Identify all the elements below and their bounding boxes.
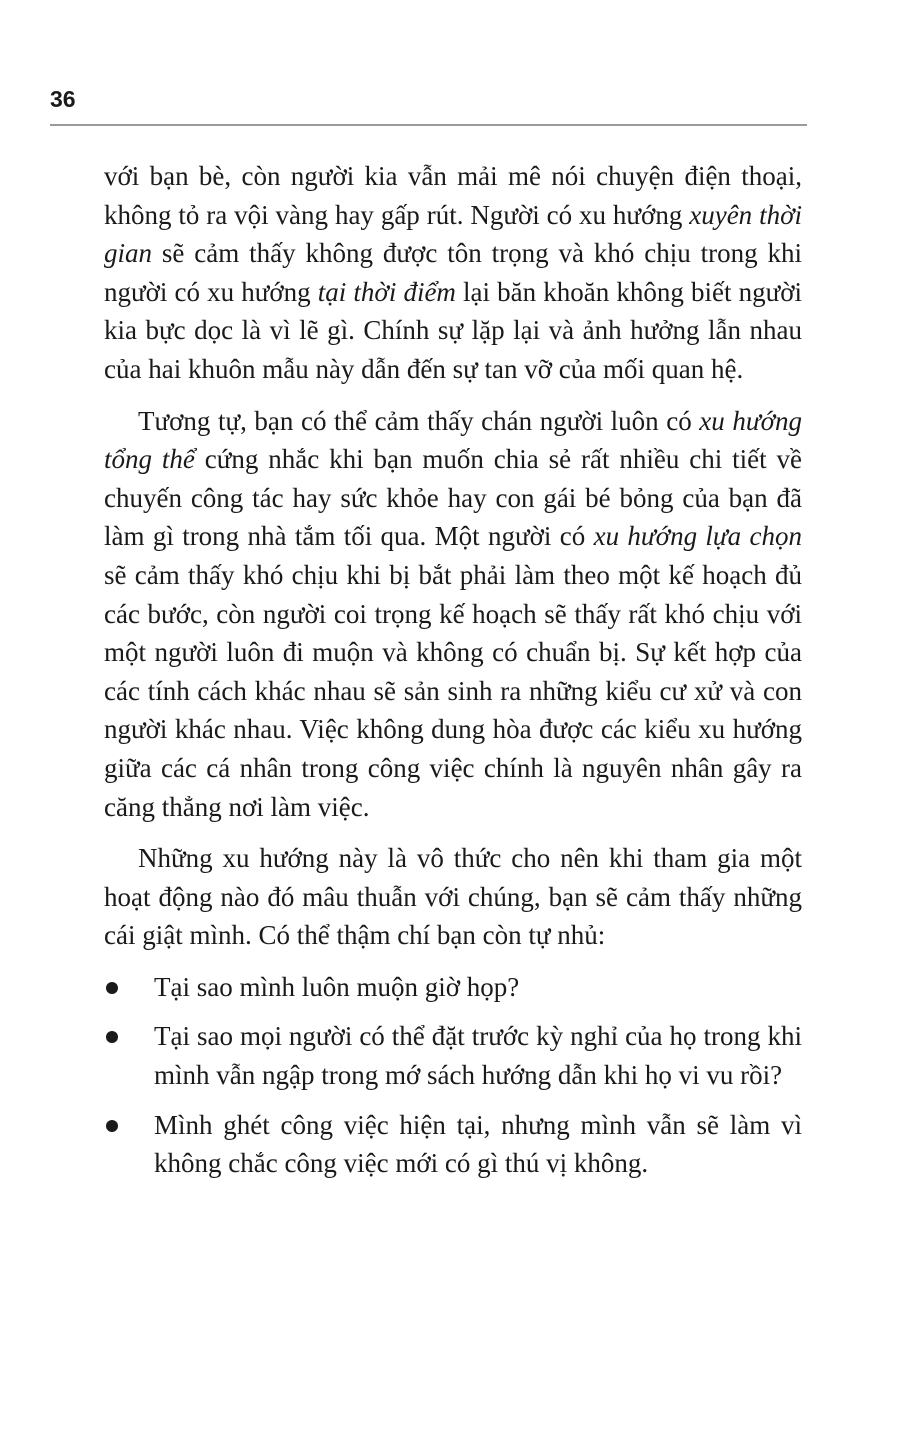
text-run: sẽ cảm thấy không được tôn trọng và khó chịu trong khi người có xu hướng (104, 238, 802, 307)
text-run: với bạn bè, còn người kia vẫn mải mê nói chuyện điện thoại, không tỏ ra vội vàng hay gấp rút. Người có xu hướng (104, 161, 802, 230)
italic-term: xu hướng tổng thể (104, 405, 802, 475)
bullet-dot-icon (106, 1031, 118, 1043)
italic-term: xu hướng lựa chọn (593, 521, 802, 552)
text-run: Những xu hướng này là vô thức cho nên khi tham gia một hoạt động nào đó mâu thuẫn với chúng, bạn sẽ cảm thấy những cái giật mình. Có thể thậm chí bạn còn tự nhủ: (104, 843, 802, 951)
text-run: cứng nhắc khi bạn muốn chia sẻ rất nhiều chi tiết về chuyến công tác hay sức khỏe hay con gái bé bỏng của bạn đã làm gì trong nhà tắm tối qua. Một người có (104, 444, 803, 552)
text-run: lại băn khoăn không biết người kia bực dọc là vì lẽ gì. Chính sự lặp lại và ảnh hưởng lẫn nhau của hai khuôn mẫu này dẫn đến sự tan vỡ của mối quan hệ. (104, 276, 803, 384)
bullet-dot-icon (106, 1120, 118, 1132)
header-rule (50, 124, 807, 126)
page-number: 36 (50, 86, 76, 112)
list-item (104, 968, 802, 1007)
paragraph-examples (104, 402, 802, 827)
list-item (104, 1106, 802, 1183)
list-item-text: Tại sao mình luôn muộn giờ họp? (154, 971, 520, 1002)
text-run: Tương tự, bạn có thể cảm thấy chán người luôn có (138, 405, 700, 436)
list-item-text: Tại sao mọi người có thể đặt trước kỳ nghỉ của họ trong khi mình vẫn ngập trong mớ sách hướng dẫn khi họ vi vu rồi? (154, 1021, 802, 1091)
bullet-dot-icon (106, 982, 118, 994)
italic-term: tại thời điểm (317, 276, 456, 307)
body-text (104, 157, 802, 1194)
italic-term: xuyên thời gian (104, 199, 802, 269)
question-list (104, 968, 802, 1183)
paragraph-continued (104, 157, 802, 389)
paragraph-intro-questions (104, 839, 802, 955)
list-item-text: Mình ghét công việc hiện tại, nhưng mình vẫn sẽ làm vì không chắc công việc mới có gì thú vị không. (154, 1109, 802, 1179)
text-run: sẽ cảm thấy khó chịu khi bị bắt phải làm theo một kế hoạch đủ các bước, còn người coi trọng kế hoạch sẽ thấy rất khó chịu với một người luôn đi muộn và không có chuẩn bị. Sự kết hợp của các tính cách khác nhau sẽ sản sinh ra những kiểu cư xử và con người khác nhau. Việc không dung hòa được các kiểu xu hướng giữa các cá nhân trong công việc chính là nguyên nhân gây ra căng thẳng nơi làm việc. (104, 559, 802, 822)
list-item (104, 1017, 802, 1094)
